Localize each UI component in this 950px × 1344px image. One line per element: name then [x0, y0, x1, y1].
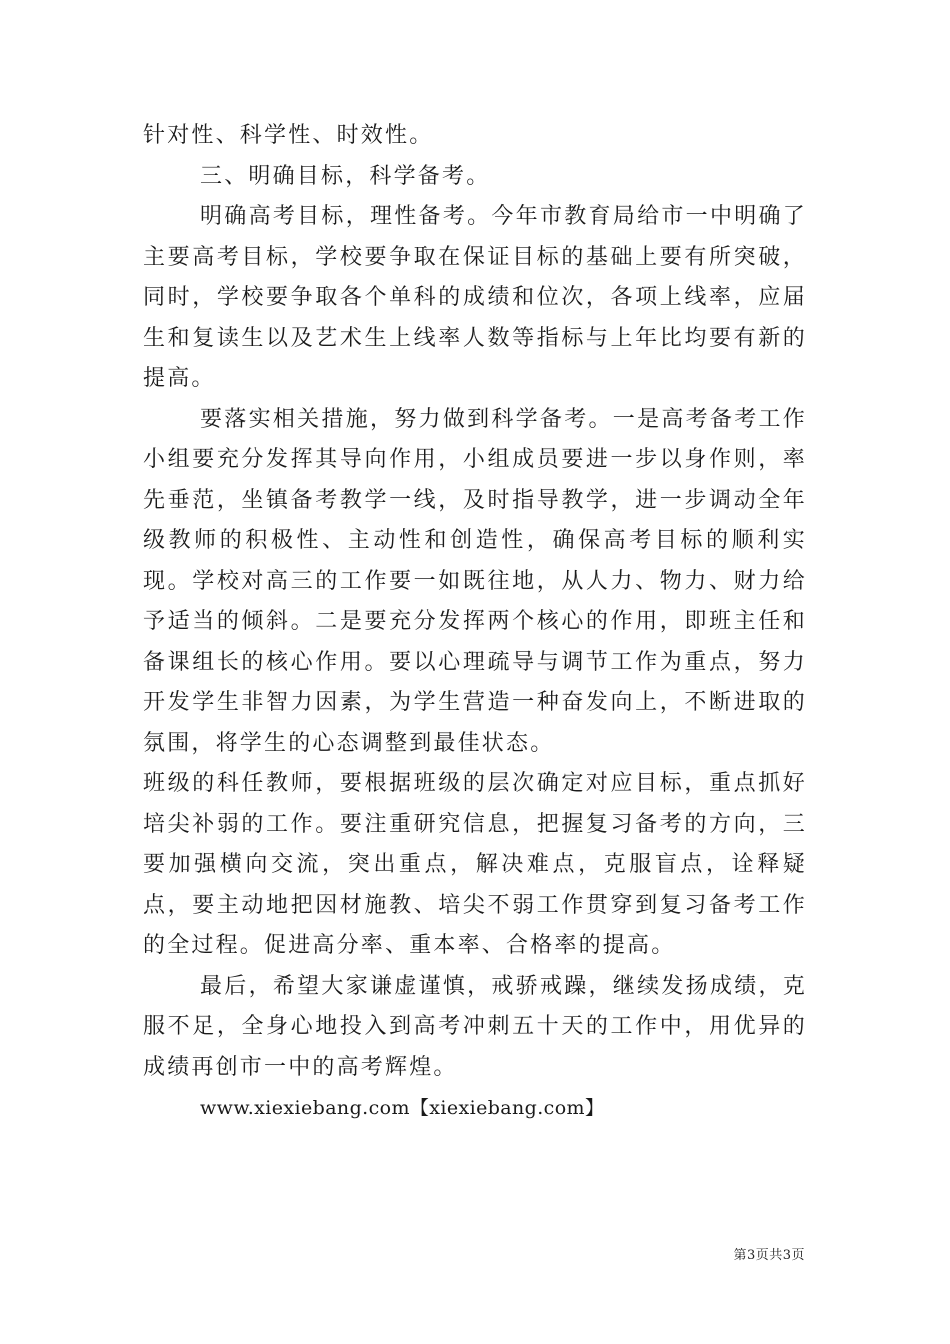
section-heading: 三、明确目标，科学备考。	[200, 163, 491, 189]
paragraph-conclusion: 最后，希望大家谦虚谨慎，戒骄戒躁，继续发扬成绩，克服不足，全身心地投入到高考冲刺五十天的工作中，用优异的成绩再创市一中的高考辉煌。	[143, 973, 807, 1080]
paragraph-teachers: 班级的科任教师，要根据班级的层次确定对应目标，重点抓好培尖补弱的工作。要注重研究信息，把握复习备考的方向，三要加强横向交流，突出重点，解决难点，克服盲点，诠释疑点，要主动地把因材施教、培尖不弱工作贯穿到复习备考工作的全过程。促进高分率、重本率、合格率的提高。	[143, 771, 807, 958]
paragraph-goals: 明确高考目标，理性备考。今年市教育局给市一中明确了主要高考目标，学校要争取在保证目标的基础上要有所突破，同时，学校要争取各个单科的成绩和位次，各项上线率，应届生和复读生以及艺术生上线率人数等指标与上年比均要有新的提高。	[143, 204, 807, 391]
document-body	[143, 116, 807, 1129]
paragraph-continuation: 针对性、科学性、时效性。	[143, 123, 434, 148]
source-url-line: www.xiexiebang.com【xiexiebang.com】	[200, 1097, 605, 1119]
paragraph-measures: 要落实相关措施，努力做到科学备考。一是高考备考工作小组要充分发挥其导向作用，小组成员要进一步以身作则，率先垂范，坐镇备考教学一线，及时指导教学，进一步调动全年级教师的积极性、主动性和创造性，确保高考目标的顺利实现。学校对高三的工作要一如既往地，从人力、物力、财力给予适当的倾斜。二是要充分发挥两个核心的作用，即班主任和备课组长的核心作用。要以心理疏导与调节工作为重点，努力开发学生非智力因素，为学生营造一种奋发向上，不断进取的氛围，将学生的心态调整到最佳状态。	[143, 406, 807, 756]
page-number-footer: 第3页共3页	[733, 1248, 805, 1263]
